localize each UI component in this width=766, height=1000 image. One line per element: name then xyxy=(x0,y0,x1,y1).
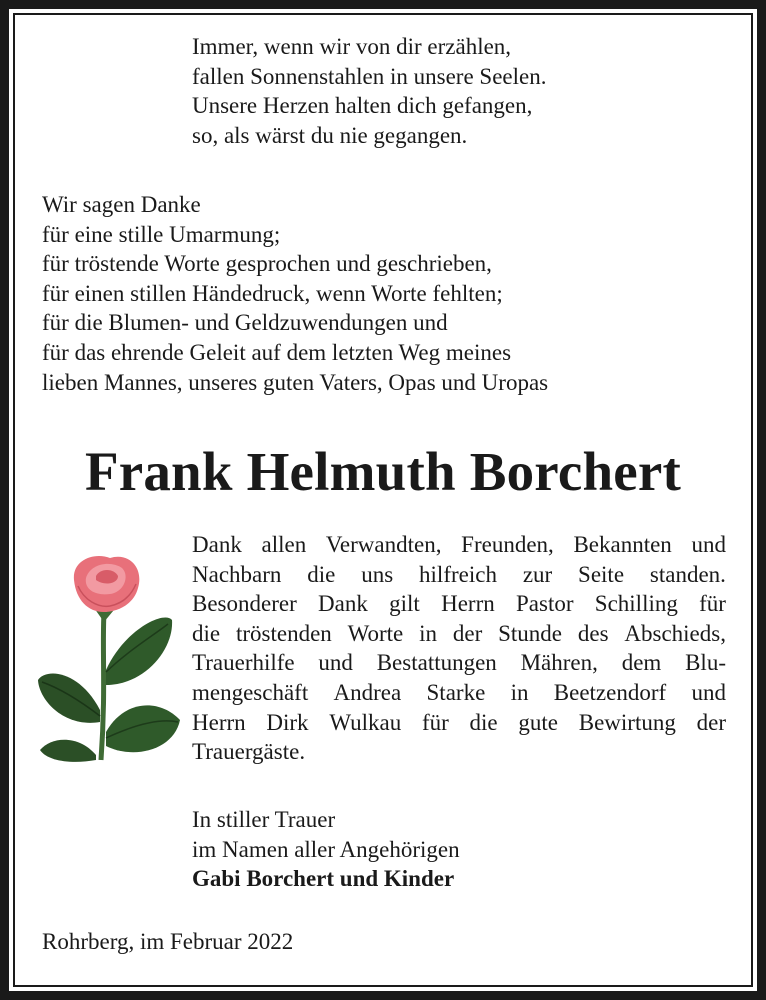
dank-line xyxy=(192,648,726,678)
word: Worte xyxy=(347,620,404,646)
dank-line xyxy=(192,708,726,738)
word: Beetzendorf xyxy=(553,679,667,705)
signature xyxy=(192,805,460,894)
dank-line xyxy=(192,589,726,619)
dank-line xyxy=(192,530,726,560)
word: Blu- xyxy=(685,650,726,676)
word: Besonderer xyxy=(192,591,297,617)
word: Seite xyxy=(578,561,625,587)
word: Dank xyxy=(318,591,368,617)
word: Schilling xyxy=(594,591,678,617)
deceased-name: Frank Helmuth Borchert xyxy=(84,441,682,502)
word: die xyxy=(469,709,498,735)
word: Freunden, xyxy=(461,532,554,557)
word: Verwandten, xyxy=(325,532,442,557)
signature-line: In stiller Trauer xyxy=(192,807,336,832)
word: Dank xyxy=(192,532,242,557)
thanks-line: für die Blumen- und Geldzuwendungen und xyxy=(42,310,448,336)
signature-names: Gabi Borchert und Kinder xyxy=(192,866,455,892)
word: der xyxy=(696,709,726,735)
word: Bewirtung xyxy=(578,709,676,735)
poem-line: fallen Sonnenstahlen in unsere Seelen. xyxy=(192,63,547,89)
poem-line: Immer, wenn wir von dir erzählen, xyxy=(192,34,512,59)
word: zur xyxy=(522,561,553,587)
word: mengeschäft xyxy=(192,679,309,705)
poem-line: so, als wärst du nie gegangen. xyxy=(192,122,468,148)
word: und xyxy=(691,532,726,557)
word: Stunde xyxy=(498,620,562,646)
word: Starke xyxy=(426,679,486,705)
dank-line xyxy=(192,560,726,590)
dank-paragraph xyxy=(192,530,726,767)
word: in xyxy=(419,620,438,646)
word: gilt xyxy=(389,591,420,617)
word: und xyxy=(318,650,353,676)
signature-line: im Namen aller Angehörigen xyxy=(192,836,460,862)
thanks-line: für tröstende Worte gesprochen und geschrieben, xyxy=(42,251,492,277)
word: und xyxy=(691,679,726,705)
word: in xyxy=(510,679,529,705)
word: für xyxy=(421,709,449,735)
word: Bestattungen xyxy=(376,650,497,676)
thanks-line: Wir sagen Danke xyxy=(42,192,201,217)
word: Andrea xyxy=(333,679,402,705)
word: hilfreich xyxy=(419,561,497,587)
dank-line xyxy=(192,619,726,649)
word: dem xyxy=(621,650,662,676)
dank-line xyxy=(192,678,726,708)
word: standen. xyxy=(649,561,726,587)
place-date: Rohrberg, im Februar 2022 xyxy=(42,929,294,954)
word: Wulkau xyxy=(329,709,402,735)
rose-icon xyxy=(34,550,184,765)
word: allen xyxy=(261,532,307,557)
word: tröstenden xyxy=(235,620,332,646)
word: Herrn xyxy=(192,709,246,735)
word: Dirk xyxy=(266,709,309,735)
word: gute xyxy=(518,709,558,735)
word: Trauerhilfe xyxy=(192,650,295,676)
word: der xyxy=(452,620,483,646)
word: uns xyxy=(361,561,394,587)
poem xyxy=(192,32,546,150)
poem-line: Unsere Herzen halten dich gefangen, xyxy=(192,93,533,119)
word: Herrn xyxy=(441,591,495,617)
word: Pastor xyxy=(516,591,574,617)
word: die xyxy=(307,561,336,587)
word: für xyxy=(699,591,726,617)
thanks-block xyxy=(42,190,548,397)
thanks-line: lieben Mannes, unseres guten Vaters, Opas und Uropas xyxy=(42,369,549,395)
word: Bekannten xyxy=(573,532,672,557)
thanks-line: für eine stille Umarmung; xyxy=(42,221,281,247)
word: Nachbarn xyxy=(192,561,282,587)
word: Abschieds, xyxy=(624,620,726,646)
word: Mähren, xyxy=(520,650,598,676)
thanks-line: für das ehrende Geleit auf dem letzten Weg meines xyxy=(42,339,512,365)
thanks-line: für einen stillen Händedruck, wenn Worte fehlten; xyxy=(42,280,503,306)
word: die xyxy=(192,620,221,646)
word: des xyxy=(577,620,609,646)
dank-line: Trauergäste. xyxy=(192,739,306,765)
